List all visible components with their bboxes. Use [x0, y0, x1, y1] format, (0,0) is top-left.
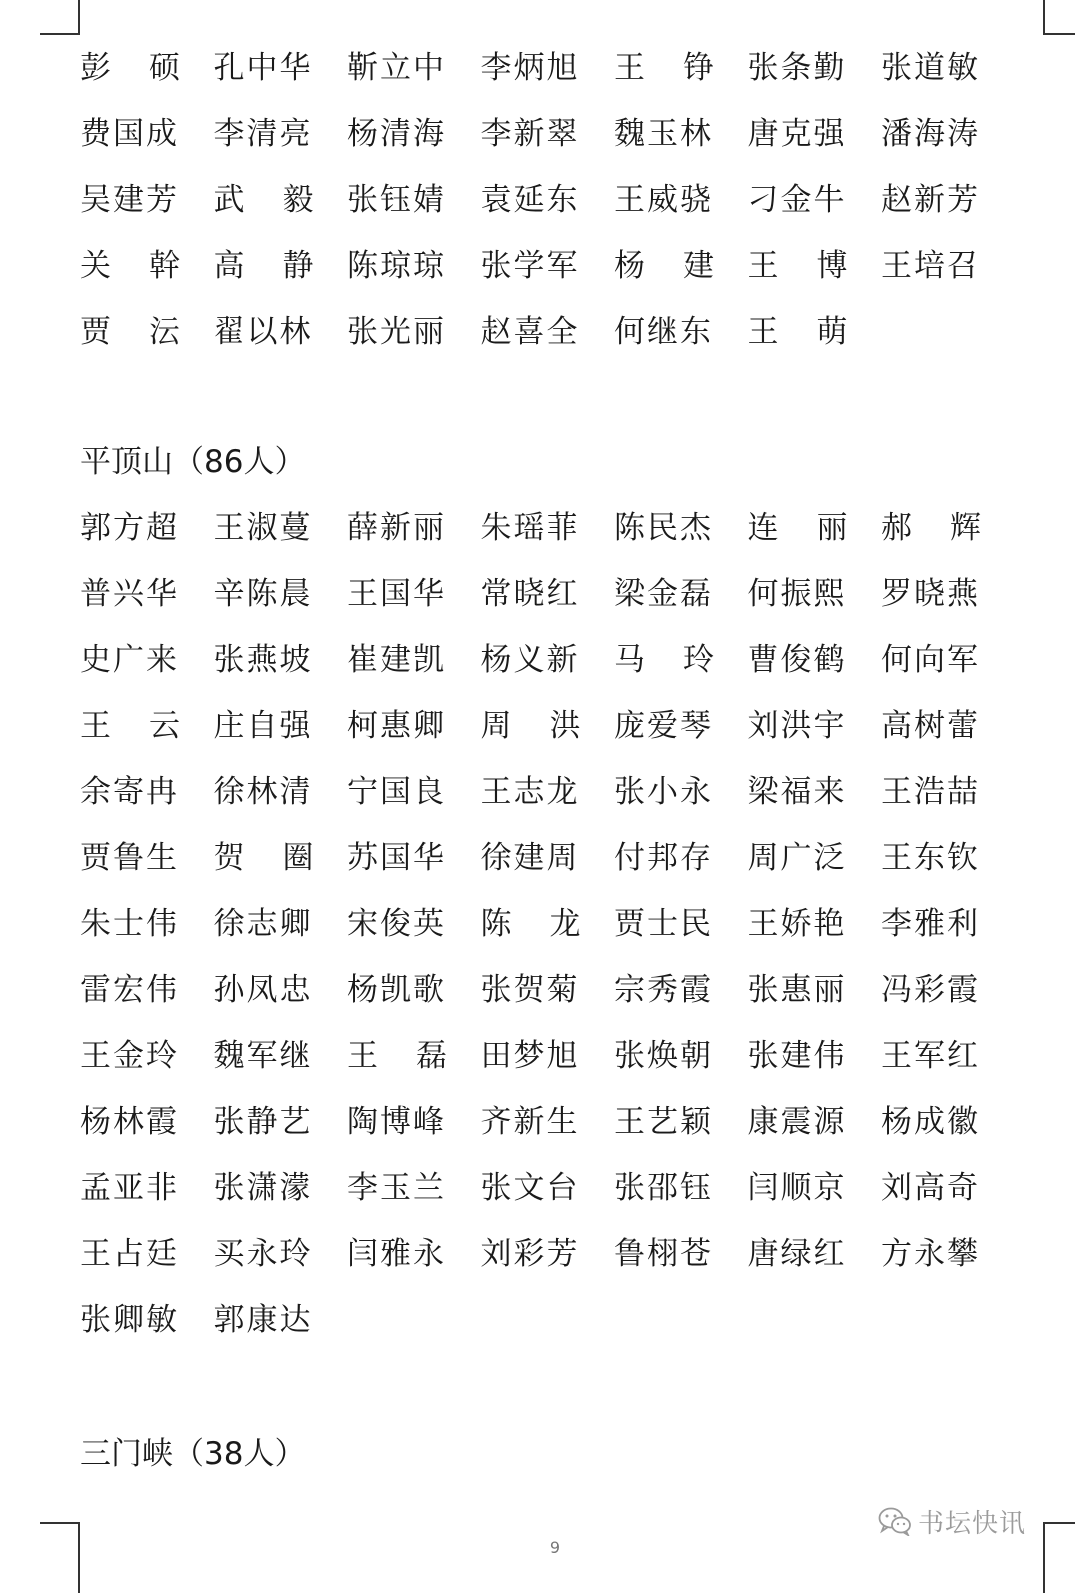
person-name: 王 博	[747, 248, 848, 284]
person-name: 张光丽	[347, 314, 446, 350]
person-name: 郭方超	[80, 510, 179, 546]
person-name: 周广泛	[747, 840, 847, 876]
person-name: 宁国良	[347, 774, 446, 810]
person-name: 孟亚非	[80, 1170, 179, 1206]
person-name: 苏国华	[347, 840, 446, 876]
person-name: 李雅利	[881, 906, 980, 942]
person-name: 杨清海	[347, 116, 446, 152]
person-name: 张条勤	[747, 50, 847, 86]
person-name: 连 丽	[747, 510, 848, 546]
person-name: 张焕朝	[614, 1038, 713, 1074]
person-name: 王培召	[881, 248, 980, 284]
person-name: 陈 龙	[480, 906, 581, 942]
person-name: 袁延东	[480, 182, 580, 218]
person-name: 柯惠卿	[347, 708, 446, 744]
person-name: 刘洪宇	[747, 708, 847, 744]
person-name: 买永玲	[213, 1236, 313, 1272]
person-name: 罗晓燕	[881, 576, 980, 612]
person-name: 康震源	[747, 1104, 847, 1140]
person-name: 吴建芳	[80, 182, 179, 218]
person-name: 周 洪	[480, 708, 581, 744]
person-name: 孔中华	[213, 50, 313, 86]
person-name: 郭康达	[213, 1302, 313, 1338]
crop-mark-bottom-left	[40, 1522, 80, 1593]
person-name: 王淑蔓	[213, 510, 313, 546]
person-name: 付邦存	[614, 840, 713, 876]
person-name: 庄自强	[213, 708, 313, 744]
person-name: 王 磊	[347, 1038, 447, 1074]
person-name: 杨 建	[614, 248, 714, 284]
person-name: 王 萌	[747, 314, 848, 350]
person-name: 郝 辉	[881, 510, 981, 546]
person-name: 徐建周	[480, 840, 580, 876]
person-name: 庞爱琴	[614, 708, 713, 744]
person-name: 何向军	[881, 642, 980, 678]
person-name: 魏玉林	[614, 116, 713, 152]
person-name: 彭 硕	[80, 50, 180, 86]
person-name: 贾 沄	[80, 314, 180, 350]
person-name: 闫雅永	[347, 1236, 446, 1272]
person-name: 刁金牛	[747, 182, 847, 218]
person-name: 翟以林	[213, 314, 313, 350]
person-name: 唐克强	[747, 116, 847, 152]
person-name: 闫顺京	[747, 1170, 847, 1206]
person-name: 李清亮	[213, 116, 313, 152]
person-name: 张道敏	[881, 50, 980, 86]
person-name: 潘海涛	[881, 116, 980, 152]
person-name: 鲁栩苍	[614, 1236, 713, 1272]
person-name: 王 铮	[614, 50, 714, 86]
person-name: 李炳旭	[480, 50, 580, 86]
person-name: 张卿敏	[80, 1302, 179, 1338]
section-heading: 三门峡（38人）	[80, 1436, 306, 1472]
person-name: 宗秀霞	[614, 972, 713, 1008]
section-heading: 平顶山（86人）	[80, 444, 306, 480]
person-name: 张邵钰	[614, 1170, 713, 1206]
person-name: 王军红	[881, 1038, 980, 1074]
person-name: 王 云	[80, 708, 180, 744]
person-name: 王浩喆	[881, 774, 980, 810]
person-name: 张文台	[480, 1170, 580, 1206]
crop-mark-top-right	[1043, 0, 1075, 35]
person-name: 常晓红	[480, 576, 580, 612]
person-name: 张潇濛	[213, 1170, 313, 1206]
person-name: 张惠丽	[747, 972, 847, 1008]
person-name: 曹俊鹤	[747, 642, 847, 678]
person-name: 余寄冉	[80, 774, 179, 810]
person-name: 王艺颖	[614, 1104, 713, 1140]
person-name: 费国成	[80, 116, 179, 152]
person-name: 普兴华	[80, 576, 179, 612]
person-name: 史广来	[80, 642, 179, 678]
person-name: 贾士民	[614, 906, 713, 942]
person-name: 薛新丽	[347, 510, 446, 546]
person-name: 刘高奇	[881, 1170, 980, 1206]
person-name: 魏军继	[213, 1038, 313, 1074]
person-name: 张贺菊	[480, 972, 580, 1008]
person-name: 张学军	[480, 248, 580, 284]
person-name: 王威骁	[614, 182, 713, 218]
person-name: 冯彩霞	[881, 972, 980, 1008]
person-name: 张静艺	[213, 1104, 313, 1140]
person-name: 张建伟	[747, 1038, 847, 1074]
person-name: 辛陈晨	[213, 576, 313, 612]
crop-mark-bottom-right	[1043, 1522, 1075, 1593]
person-name: 方永攀	[881, 1236, 980, 1272]
person-name: 张燕坡	[213, 642, 313, 678]
person-name: 王国华	[347, 576, 446, 612]
person-name: 张小永	[614, 774, 713, 810]
person-name: 杨凯歌	[347, 972, 446, 1008]
person-name: 朱士伟	[80, 906, 179, 942]
person-name: 关 幹	[80, 248, 180, 284]
person-name: 梁金磊	[614, 576, 713, 612]
person-name: 马 玲	[614, 642, 714, 678]
person-name: 赵新芳	[881, 182, 980, 218]
person-name: 贾鲁生	[80, 840, 179, 876]
person-name: 高 静	[213, 248, 314, 284]
person-name: 齐新生	[480, 1104, 580, 1140]
person-name: 王志龙	[480, 774, 580, 810]
person-name: 张钰婧	[347, 182, 446, 218]
person-name: 武 毅	[213, 182, 314, 218]
watermark	[878, 1503, 1026, 1539]
person-name: 李玉兰	[347, 1170, 446, 1206]
person-name: 何振熙	[747, 576, 847, 612]
person-name: 王娇艳	[747, 906, 847, 942]
person-name: 王东钦	[881, 840, 980, 876]
person-name: 孙凤忠	[213, 972, 313, 1008]
person-name: 陈琼琼	[347, 248, 446, 284]
person-name: 靳立中	[347, 50, 446, 86]
person-name: 杨成徽	[881, 1104, 980, 1140]
person-name: 王金玲	[80, 1038, 179, 1074]
watermark-text: 书坛快讯	[918, 1508, 1027, 1539]
person-name: 崔建凯	[347, 642, 446, 678]
person-name: 陈民杰	[614, 510, 713, 546]
person-name: 赵喜全	[480, 314, 580, 350]
person-name: 高树蕾	[881, 708, 980, 744]
person-name: 梁福来	[747, 774, 847, 810]
page-number: 9	[549, 1538, 561, 1557]
person-name: 朱瑶菲	[480, 510, 580, 546]
person-name: 徐志卿	[213, 906, 313, 942]
person-name: 何继东	[614, 314, 713, 350]
person-name: 宋俊英	[347, 906, 446, 942]
person-name: 贺 圈	[213, 840, 314, 876]
person-name: 田梦旭	[480, 1038, 580, 1074]
person-name: 徐林清	[213, 774, 313, 810]
person-name: 杨义新	[480, 642, 580, 678]
person-name: 刘彩芳	[480, 1236, 580, 1272]
person-name: 李新翠	[480, 116, 580, 152]
crop-mark-top-left	[40, 0, 80, 35]
person-name: 杨林霞	[80, 1104, 179, 1140]
person-name: 王占廷	[80, 1236, 179, 1272]
person-name: 唐绿红	[747, 1236, 847, 1272]
person-name: 陶博峰	[347, 1104, 446, 1140]
wechat-icon	[878, 1506, 912, 1536]
person-name: 雷宏伟	[80, 972, 179, 1008]
